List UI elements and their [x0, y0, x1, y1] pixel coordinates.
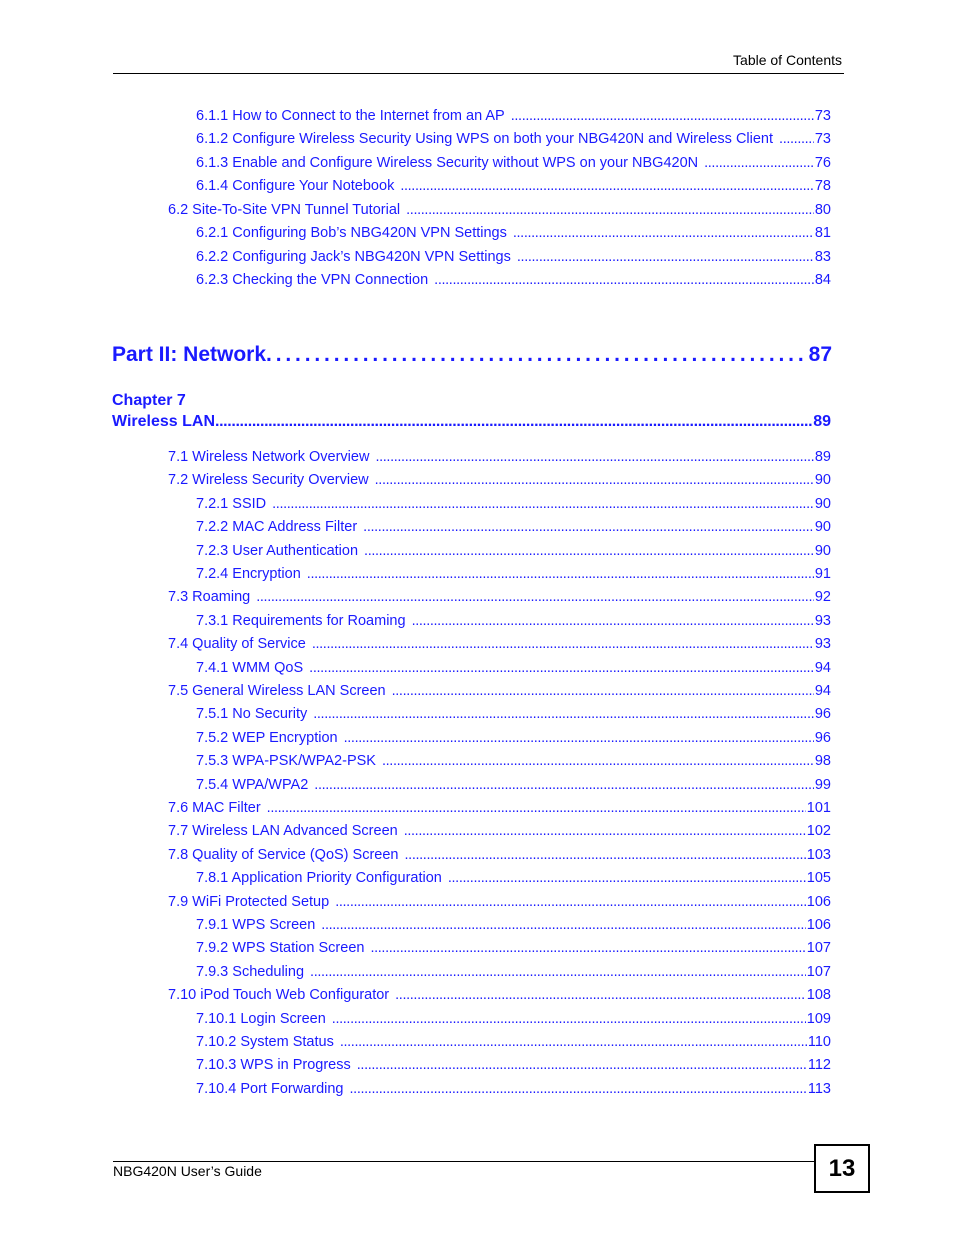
toc-entry[interactable] [196, 247, 831, 267]
toc-entry-title: 7.2.1 SSID [196, 495, 267, 512]
toc-entry-page-number: 106 [806, 893, 831, 910]
toc-entry-title: 6.2.3 Checking the VPN Connection [196, 272, 429, 289]
dot-leader [266, 340, 803, 370]
toc-entry-title: 7.5.1 No Security [196, 706, 308, 723]
toc-entry-title: 7.9.2 WPS Station Screen [196, 940, 365, 957]
chapter-page-number: 89 [813, 413, 831, 430]
toc-entry-page-number: 109 [806, 1010, 831, 1027]
dot-leader [404, 821, 806, 841]
dot-leader [517, 247, 814, 267]
toc-entry[interactable] [196, 938, 831, 958]
toc-entry[interactable] [196, 775, 831, 795]
dot-leader [312, 634, 814, 654]
dot-leader [382, 751, 814, 771]
dot-leader [511, 106, 814, 126]
toc-entry-page-number: 90 [814, 542, 831, 559]
toc-entry-title: 7.3.1 Requirements for Roaming [196, 612, 406, 629]
toc-entry[interactable] [196, 1009, 831, 1029]
toc-entry-title: 7.9.3 Scheduling [196, 963, 305, 980]
dot-leader [375, 470, 814, 490]
dot-leader [370, 938, 805, 958]
dot-leader [405, 845, 806, 865]
dot-leader [434, 270, 814, 290]
toc-entry-page-number: 110 [807, 1034, 831, 1050]
dot-leader [335, 892, 806, 912]
toc-entry[interactable] [196, 611, 831, 631]
toc-entry-title: 6.2.2 Configuring Jack’s NBG420N VPN Settings [196, 248, 511, 265]
toc-entry-page-number: 99 [814, 776, 831, 793]
toc-entry-page-number: 101 [806, 800, 831, 816]
toc-entry-page-number: 94 [814, 683, 831, 699]
dot-leader [412, 611, 814, 631]
toc-entry-page-number: 91 [814, 566, 831, 582]
dot-leader [395, 985, 806, 1005]
dot-leader [215, 411, 812, 433]
toc-entry-page-number: 73 [814, 131, 831, 148]
toc-entry-title: 7.5.4 WPA/WPA2 [196, 776, 309, 793]
toc-entry-title: 7.5.3 WPA-PSK/WPA2-PSK [196, 753, 376, 770]
toc-entry[interactable] [196, 1055, 831, 1075]
toc-entry[interactable] [196, 564, 831, 584]
dot-leader [350, 1079, 807, 1099]
toc-entry-page-number: 112 [807, 1057, 831, 1074]
toc-entry-title: 7.2 Wireless Security Overview [168, 472, 369, 489]
toc-entry[interactable] [168, 200, 831, 220]
toc-entry-title: 7.7 Wireless LAN Advanced Screen [168, 823, 398, 840]
toc-entry[interactable] [168, 470, 831, 490]
toc-entry-page-number: 96 [814, 706, 831, 723]
toc-entry-page-number: 78 [814, 178, 831, 195]
toc-entry-title: 6.2 Site-To-Site VPN Tunnel Tutorial [168, 201, 401, 218]
toc-chapter-entry[interactable] [112, 411, 831, 433]
toc-entry-title: 6.1.4 Configure Your Notebook [196, 178, 395, 195]
toc-entry-page-number: 90 [814, 472, 831, 489]
toc-entry[interactable] [168, 892, 831, 912]
dot-leader [779, 129, 814, 149]
toc-entry[interactable] [196, 223, 831, 243]
toc-entry-page-number: 73 [814, 108, 831, 124]
toc-entry[interactable] [196, 541, 831, 561]
toc-entry[interactable] [196, 962, 831, 982]
toc-part-entry[interactable] [112, 340, 832, 370]
toc-entry-title: 7.10 iPod Touch Web Configurator [168, 987, 390, 1004]
toc-entry[interactable] [196, 751, 831, 771]
toc-entry-page-number: 107 [806, 940, 831, 957]
toc-entry[interactable] [196, 270, 831, 290]
toc-entry-title: 7.2.3 User Authentication [196, 542, 359, 559]
toc-entry-title: 6.1.1 How to Connect to the Internet from an AP [196, 108, 505, 124]
toc-entry-title: 6.2.1 Configuring Bob’s NBG420N VPN Settings [196, 225, 507, 242]
toc-entry-page-number: 80 [814, 201, 831, 218]
toc-entry-title: 7.9 WiFi Protected Setup [168, 893, 330, 910]
dot-leader [272, 494, 814, 514]
toc-entry-page-number: 98 [814, 753, 831, 770]
page-number-box: 13 [814, 1144, 870, 1193]
header-divider [113, 73, 844, 74]
toc-entry[interactable] [168, 985, 831, 1005]
toc-entry[interactable] [168, 798, 831, 818]
toc-entry-page-number: 94 [814, 659, 831, 676]
dot-leader [332, 1009, 806, 1029]
toc-entry[interactable] [196, 176, 831, 196]
dot-leader [363, 517, 814, 537]
toc-entry[interactable] [168, 821, 831, 841]
dot-leader [406, 200, 814, 220]
toc-entry[interactable] [196, 915, 831, 935]
toc-entry-page-number: 103 [806, 846, 831, 863]
toc-entry-page-number: 84 [814, 272, 831, 289]
dot-leader [314, 775, 814, 795]
footer-guide-title: NBG420N User’s Guide [113, 1163, 262, 1179]
dot-leader [309, 658, 814, 678]
toc-entry-title: 7.5 General Wireless LAN Screen [168, 683, 386, 699]
toc-entry-page-number: 113 [807, 1080, 831, 1097]
toc-entry-title: 7.3 Roaming [168, 589, 251, 606]
dot-leader [340, 1032, 807, 1052]
toc-entry-title: 7.8.1 Application Priority Configuration [196, 870, 442, 887]
toc-entry-title: 7.9.1 WPS Screen [196, 917, 316, 933]
dot-leader [400, 176, 814, 196]
toc-entry-page-number: 105 [806, 870, 831, 887]
toc-entry-title: 7.5.2 WEP Encryption [196, 729, 338, 746]
dot-leader [313, 704, 814, 724]
toc-entry[interactable] [196, 1079, 831, 1099]
toc-entry[interactable] [196, 704, 831, 724]
toc-entry[interactable] [196, 129, 831, 149]
toc-entry[interactable] [168, 447, 831, 467]
toc-entry-title: 7.2.4 Encryption [196, 566, 301, 582]
dot-leader [307, 564, 814, 584]
toc-entry[interactable] [196, 106, 831, 126]
dot-leader [357, 1055, 807, 1075]
dot-leader [448, 868, 806, 888]
toc-entry[interactable] [168, 634, 831, 654]
toc-entry[interactable] [196, 1032, 831, 1052]
part-page-number: 87 [808, 343, 832, 366]
toc-entry[interactable] [196, 153, 831, 173]
toc-entry[interactable] [168, 681, 831, 701]
toc-entry-page-number: 106 [806, 917, 831, 933]
toc-entry-page-number: 102 [806, 823, 831, 840]
toc-entry-title: 6.1.3 Enable and Configure Wireless Security without WPS on your NBG420N [196, 154, 699, 171]
toc-entry-page-number: 108 [806, 987, 831, 1004]
toc-entry-page-number: 90 [814, 495, 831, 512]
dot-leader [256, 587, 814, 607]
toc-entry[interactable] [196, 868, 831, 888]
toc-entry-title: 7.8 Quality of Service (QoS) Screen [168, 846, 399, 863]
toc-entry-title: 7.10.2 System Status [196, 1034, 334, 1050]
toc-entry-title: 7.6 MAC Filter [168, 800, 261, 816]
toc-entry-page-number: 92 [814, 589, 831, 606]
toc-entry[interactable] [168, 845, 831, 865]
toc-entry[interactable] [168, 587, 831, 607]
chapter-title: Wireless LAN [112, 413, 215, 430]
toc-entry-title: 7.4 Quality of Service [168, 636, 306, 653]
running-header-title: Table of Contents [733, 52, 842, 68]
toc-entry-page-number: 93 [814, 636, 831, 653]
toc-entry[interactable] [196, 494, 831, 514]
toc-entry[interactable] [196, 728, 831, 748]
toc-entry-title: 7.10.1 Login Screen [196, 1010, 326, 1027]
dot-leader [513, 223, 814, 243]
dot-leader [704, 153, 814, 173]
toc-entry-title: 7.10.3 WPS in Progress [196, 1057, 351, 1074]
chapter-label[interactable]: Chapter 7 [112, 392, 186, 409]
toc-entry-page-number: 96 [814, 729, 831, 746]
dot-leader [375, 447, 813, 467]
dot-leader [267, 798, 806, 818]
toc-entry[interactable] [196, 658, 831, 678]
toc-entry[interactable] [196, 517, 831, 537]
part-title: Part II: Network [112, 343, 267, 366]
dot-leader [392, 681, 814, 701]
toc-entry-page-number: 90 [814, 519, 831, 536]
toc-entry-page-number: 89 [814, 449, 831, 465]
toc-entry-page-number: 81 [814, 225, 831, 242]
dot-leader [310, 962, 806, 982]
toc-entry-title: 6.1.2 Configure Wireless Security Using WPS on both your NBG420N and Wireless Client [196, 131, 774, 148]
toc-entry-page-number: 93 [814, 612, 831, 629]
toc-entry-page-number: 83 [814, 248, 831, 265]
toc-entry-title: 7.4.1 WMM QoS [196, 659, 304, 676]
toc-entry-title: 7.10.4 Port Forwarding [196, 1080, 344, 1097]
toc-entry-title: 7.1 Wireless Network Overview [168, 449, 370, 465]
dot-leader [364, 541, 814, 561]
toc-entry-title: 7.2.2 MAC Address Filter [196, 519, 358, 536]
dot-leader [321, 915, 806, 935]
dot-leader [344, 728, 814, 748]
toc-entry-page-number: 107 [806, 963, 831, 980]
toc-entry-page-number: 76 [814, 154, 831, 171]
